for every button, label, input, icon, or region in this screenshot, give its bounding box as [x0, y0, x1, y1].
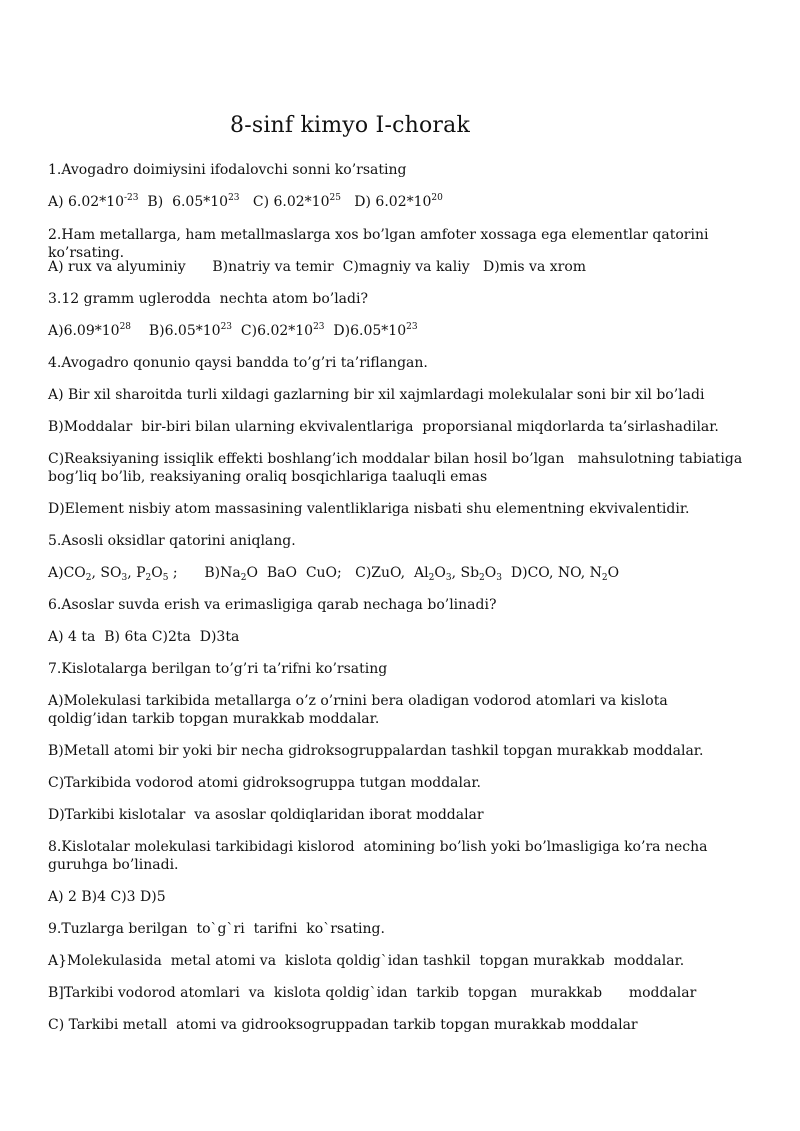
- text-line: A) Bir xil sharoitda turli xildagi gazlarning bir xil xajmlardagi molekulalar soni bir xil bo’ladi: [48, 387, 705, 403]
- text-line: 6.Asoslar suvda erish va erimasligiga qarab nechaga bo’linadi?: [48, 597, 497, 613]
- text-line: A) 4 ta B) 6ta C)2ta D)3ta: [48, 629, 240, 645]
- text-line: A}Molekulasida metal atomi va kislota qoldig`idan tashkil topgan murakkab moddalar.: [48, 953, 685, 969]
- text-line: $A)CO_2$, $SO_3$, $P_2O_5$ ; $B)Na_2O$ BaO CuO; C)ZuO, $Al_2O_3$, $Sb_2O_3$ D)CO, NO, $N_2O$: [48, 565, 620, 583]
- text-line: A)Molekulasi tarkibida metallarga o’z o’rnini bera oladigan vodorod atomlari va kislota qoldig’idan tarkib topgan murakkab moddalar.: [48, 693, 673, 727]
- text-line: A) 2 B)4 C)3 D)5: [48, 889, 166, 905]
- text-line: D)Tarkibi kislotalar va asoslar qoldiqlaridan iborat moddalar: [48, 807, 484, 823]
- page-title: 8-sinf kimyo I-chorak: [230, 113, 470, 138]
- text-line: C)Tarkibida vodorod atomi gidroksogruppa tutgan moddalar.: [48, 775, 481, 791]
- text-line: 9.Tuzlarga berilgan to`g`ri tarifni ko`rsating.: [48, 921, 385, 937]
- text-line: C)Reaksiyaning issiqlik effekti boshlang’ich moddalar bilan hosil bo’lgan mahsulotning tabiatiga bog’liq bo’lib, reaksiyaning oraliq bosqichlariga taaluqli emas: [48, 451, 747, 485]
- text-line: B)Moddalar bir-biri bilan ularning ekvivalentlariga proporsianal miqdorlarda ta’sirlashadilar.: [48, 419, 719, 435]
- text-line: $A)6.09*10^{28}$ $B)6.05*10^{23}$ $C)6.02*10^{23}$ $D)6.05*10^{23}$: [48, 322, 418, 339]
- text-line: B]Tarkibi vodorod atomlari va kislota qoldig`idan tarkib topgan murakkab moddalar: [48, 985, 697, 1001]
- text-line: 3.12 gramm uglerodda nechta atom bo’ladi?: [48, 291, 368, 307]
- text-line: 5.Asosli oksidlar qatorini aniqlang.: [48, 533, 296, 549]
- text-line: 7.Kislotalarga berilgan to’g’ri ta’rifni ko’rsating: [48, 661, 388, 677]
- text-line: A) $6.02*10^{-23}$ B) $6.05*10^{23}$ C) $6.02*10^{25}$ D) $6.02*10^{20}$: [48, 193, 443, 210]
- text-line: 8.Kislotalar molekulasi tarkibidagi kislorod atomining bo’lish yoki bo’lmasligiga ko’ra necha guruhga bo’linadi.: [48, 839, 712, 873]
- text-line: C) Tarkibi metall atomi va gidrooksogruppadan tarkib topgan murakkab moddalar: [48, 1017, 638, 1033]
- text-line: D)Element nisbiy atom massasining valentliklariga nisbati shu elementning ekvivalentidir.: [48, 501, 690, 517]
- text-line: 4.Avogadro qonunio qaysi bandda to’g’ri ta’riflangan.: [48, 355, 428, 371]
- text-line: 2.Ham metallarga, ham metallmaslarga xos bo’lgan amfoter xossaga ega elementlar qatorini ko’rsating.: [48, 227, 713, 261]
- text-line: B)Metall atomi bir yoki bir necha gidroksogruppalardan tashkil topgan murakkab moddalar.: [48, 743, 704, 759]
- text-line: A) rux va alyuminiy B)natriy va temir C)magniy va kaliy D)mis va xrom: [48, 259, 587, 275]
- text-line: 1.Avogadro doimiysini ifodalovchi sonni ko’rsating: [48, 162, 407, 178]
